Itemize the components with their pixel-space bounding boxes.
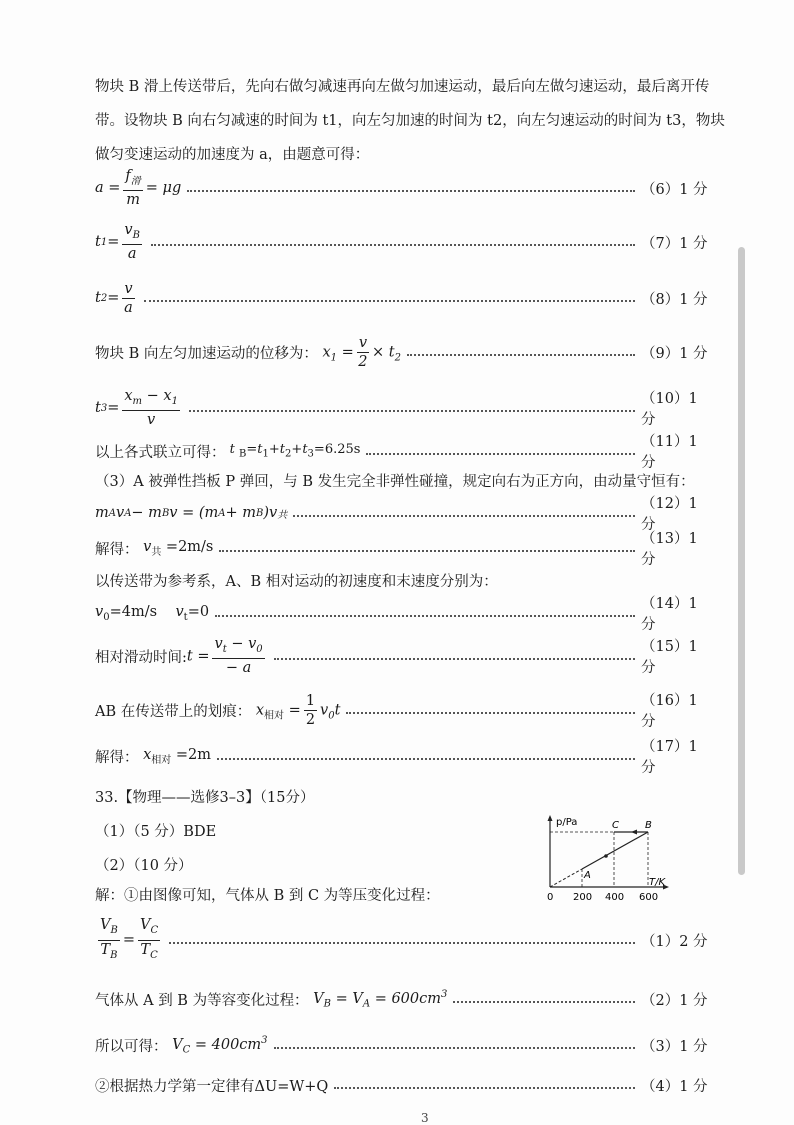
point-b-label: B (645, 820, 652, 831)
y-axis-label: p/Pa (556, 817, 578, 828)
process-line-a-to-b (582, 832, 648, 869)
q33-equation-3-prefix: 所以可得： (95, 1038, 168, 1055)
equation-14-formula: $v_0=4m/s$ $v_t=0$ (95, 603, 210, 623)
q33-equation-2-formula: 气体从 A 到 B 为等容变化过程： $V_B = V_A = 600cm^3$ (95, 988, 448, 1010)
q33-equation-4-score: （4）1 分 (641, 1078, 708, 1095)
intro-line-1: 物块 B 滑上传送带后，先向右做匀减速再向左做匀加速运动，最后向左做匀速运动，最后离开传 (95, 79, 710, 95)
equation-10-score: （10）1 分 (641, 391, 698, 428)
equation-9-prefix: 物块 B 向左匀加速运动的位移为： (95, 345, 318, 362)
equation-8 (95, 278, 715, 318)
leader-dots (187, 190, 635, 192)
equation-12 (95, 496, 715, 533)
equation-10 (95, 388, 715, 428)
q33-equation-4 (95, 1074, 715, 1096)
equation-13-prefix: 解得： (95, 541, 139, 558)
equation-16-formula: AB 在传送带上的划痕： $x_{相对}$ = $\frac{1}{2}$ $v_0t$ (95, 692, 341, 728)
q33-title: 33.【物理——选修3–3】（15分） (95, 790, 315, 806)
x-tick-400: 400 (605, 892, 625, 903)
q33-equation-2-prefix: 气体从 A 到 B 为等容变化过程： (95, 992, 309, 1009)
equation-15-prefix: 相对滑动时间: (95, 649, 187, 666)
leader-dots (293, 515, 635, 517)
leader-dots (144, 300, 635, 302)
equation-14-score: （14）1 分 (641, 596, 698, 633)
leader-dots (217, 758, 635, 760)
direction-arrow (631, 830, 637, 835)
equation-6-formula: a = $\frac{f_滑}{m}$ = μg (95, 167, 182, 209)
leader-dots (219, 550, 635, 552)
equation-11-formula: 以上各式联立可得： t $_B=t_1+t_2+t_3=6.25s$ (95, 442, 361, 461)
q33-solution-intro: 解：①由图像可知，气体从 B 到 C 为等压变化过程： (95, 888, 440, 904)
equation-9-formula: 物块 B 向左匀加速运动的位移为： $x_1$ = $\frac{v}{2}$ × $t_2$ (95, 334, 401, 370)
intro-paragraph (95, 70, 757, 172)
equation-7-formula: t 1 = $\frac{v_B}{a}$ (95, 221, 140, 263)
q33-equation-3-formula: 所以可得： $V_C = 400cm^3$ (95, 1034, 268, 1056)
page-number: 3 (421, 1111, 429, 1125)
equation-11-prefix: 以上各式联立可得： (95, 444, 226, 461)
point-c-label: C (612, 820, 619, 831)
leader-dots (366, 453, 635, 455)
leader-dots (274, 1047, 635, 1049)
leader-dots (189, 410, 635, 412)
equation-8-score: （8）1 分 (641, 291, 708, 308)
intro-line-3: 做匀变速运动的加速度为 a，由题意可得： (95, 147, 370, 163)
equation-15-formula: 相对滑动时间: t = $\frac{v_t - v_0}{- a}$ (95, 635, 263, 677)
equation-9 (95, 332, 715, 372)
equation-17 (95, 739, 715, 776)
leader-dots (215, 615, 635, 617)
equation-17-prefix: 解得： (95, 749, 139, 766)
equation-9-score: （9）1 分 (641, 345, 708, 362)
equation-11-score: （11）1 分 (641, 434, 698, 471)
leader-dots (453, 1001, 635, 1003)
equation-16 (95, 690, 715, 730)
equation-13-formula: 解得： $v_共 =2m/s$ (95, 538, 214, 558)
q33-equation-3-score: （3）1 分 (641, 1038, 708, 1055)
equation-12-formula: m A v A − m B v = (m A + m B )v 共 (95, 505, 288, 521)
equation-11 (95, 434, 715, 471)
equation-8-formula: t 2 = $\frac{v}{a}$ (95, 280, 133, 316)
leader-dots (334, 1087, 635, 1089)
equation-10-formula: t 3 = $\frac{x_m - x_1}{v}$ (95, 387, 178, 429)
equation-7 (95, 222, 715, 262)
leader-dots (407, 354, 635, 356)
x-axis-label: T/K (649, 877, 666, 888)
leader-dots (346, 712, 635, 714)
equation-13-score: （13）1 分 (641, 531, 698, 568)
intro-line-2: 带。设物块 B 向右匀减速的时间为 t1，向左匀加速的时间为 t2，向左匀速运动的时间为 t3，物块 (95, 113, 725, 129)
reference-frame-text: 以传送带为参考系，A、B 相对运动的初速度和末速度分别为： (95, 574, 498, 590)
equation-15-score: （15）1 分 (641, 639, 698, 676)
equation-14 (95, 596, 715, 633)
equation-6-score: （6）1 分 (641, 181, 708, 198)
equation-17-score: （17）1 分 (641, 739, 698, 776)
equation-6 (95, 168, 715, 208)
scrollbar-thumb[interactable] (738, 247, 745, 875)
origin-label: 0 (547, 892, 554, 903)
equation-13 (95, 531, 715, 568)
equation-15 (95, 636, 715, 676)
part3-text: （3）A 被弹性挡板 P 弹回，与 B 发生完全非弹性碰撞，规定向右为正方向，由动量守恒有： (95, 474, 695, 490)
q33-equation-1-formula: $\frac{V_B}{T_B}$ = $\frac{V_C}{T_C}$ (100, 916, 159, 961)
q33-equation-1 (95, 918, 715, 962)
extension-dashed-line (550, 869, 582, 887)
q33-equation-3 (95, 1034, 715, 1056)
q33-equation-1-score: （1）2 分 (641, 933, 708, 950)
point-a-label: A (584, 870, 591, 881)
leader-dots (151, 244, 635, 246)
equation-16-prefix: AB 在传送带上的划痕： (95, 703, 252, 720)
q33-part2: （2）（10 分） (95, 858, 193, 874)
leader-dots (274, 658, 635, 660)
equation-12-score: （12）1 分 (641, 496, 698, 533)
q33-equation-2 (95, 988, 715, 1010)
leader-dots (169, 942, 635, 944)
midpoint-marker (604, 854, 608, 858)
y-axis-arrow (548, 815, 553, 821)
equation-7-score: （7）1 分 (641, 235, 708, 252)
pressure-temperature-graph (538, 812, 678, 904)
q33-equation-4-formula: ②根据热力学第一定律有ΔU=W+Q (95, 1078, 329, 1095)
equation-16-score: （16）1 分 (641, 693, 698, 730)
equation-17-formula: 解得： $x_{相对} =2m$ (95, 746, 212, 766)
x-tick-200: 200 (573, 892, 593, 903)
q33-equation-2-score: （2）1 分 (641, 992, 708, 1009)
q33-part1: （1）（5 分）BDE (95, 824, 217, 840)
x-tick-600: 600 (639, 892, 659, 903)
